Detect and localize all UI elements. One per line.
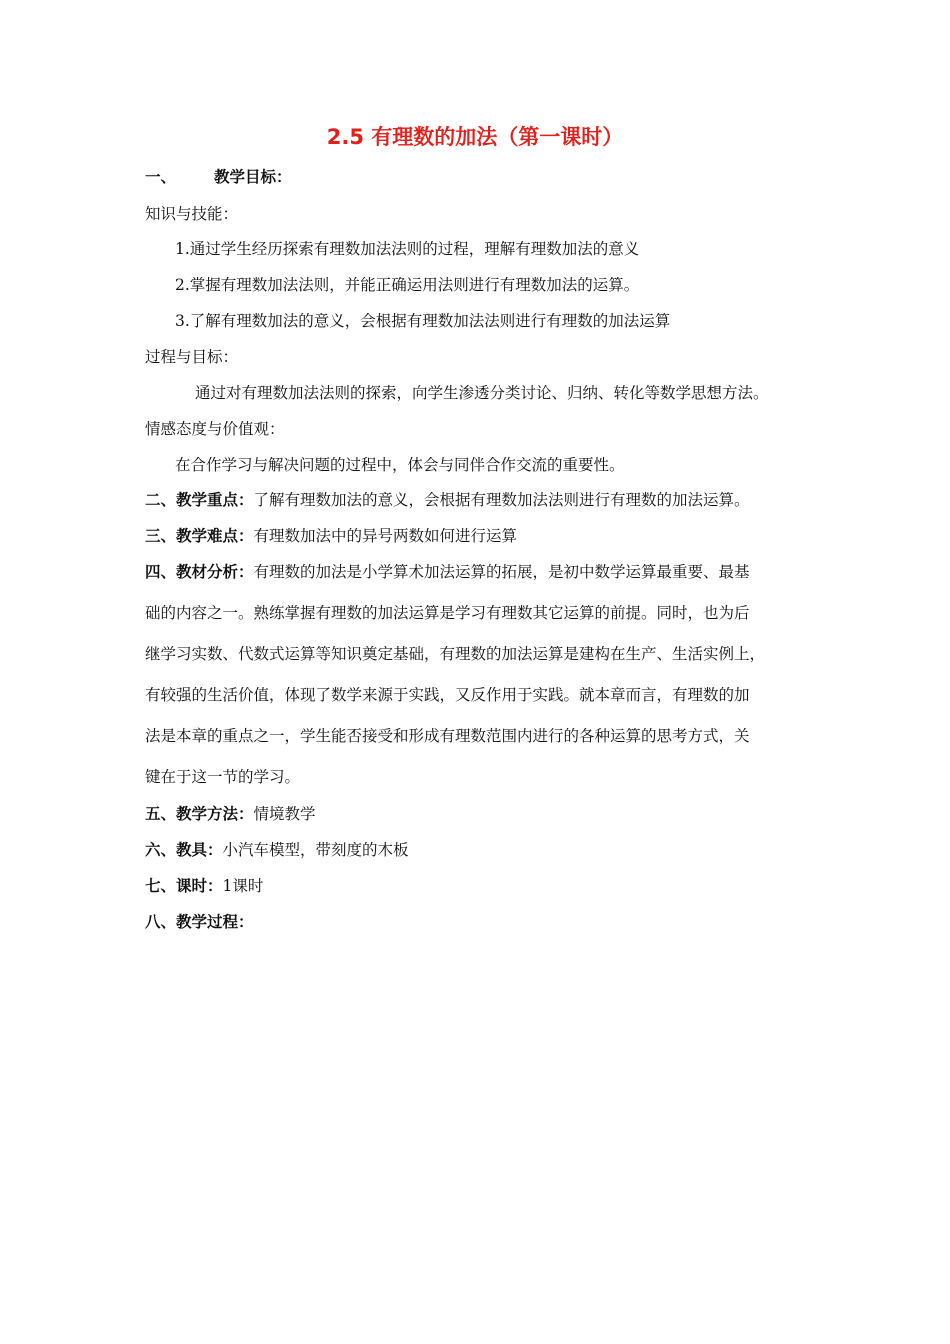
section-5 bbox=[145, 802, 316, 824]
knowledge-item-1: 1.通过学生经历探索有理数加法法则的过程，理解有理数加法的意义 bbox=[175, 240, 640, 258]
section-7 bbox=[145, 874, 263, 896]
section-4-line-6: 键在于这一节的学习。 bbox=[145, 768, 301, 786]
section-2 bbox=[145, 488, 750, 510]
section-4-line-3: 继学习实数、代数式运算等知识奠定基础，有理数的加法运算是建构在生产、生活实例上， bbox=[145, 645, 766, 663]
emotion-label: 情感态度与价值观： bbox=[145, 420, 285, 438]
knowledge-item-2: 2.掌握有理数加法法则，并能正确运用法则进行有理数加法的运算。 bbox=[175, 276, 640, 294]
section-3 bbox=[145, 524, 517, 546]
section-1-heading bbox=[145, 165, 292, 187]
section-7-text: 1课时 bbox=[222, 877, 264, 895]
section-6-text: 小汽车模型，带刻度的木板 bbox=[222, 841, 409, 859]
process-label: 过程与目标： bbox=[145, 348, 239, 366]
section-5-text: 情境教学 bbox=[253, 805, 316, 823]
section-4 bbox=[145, 560, 750, 582]
section-4-line-1: 有理数的加法是小学算术加法运算的拓展，是初中数学运算最重要、最基 bbox=[253, 563, 750, 581]
section-8 bbox=[145, 910, 254, 932]
section-1-number: 一、 bbox=[145, 168, 177, 186]
section-2-heading: 二、教学重点： bbox=[145, 491, 254, 509]
page-title: 2.5 有理数的加法（第一课时） bbox=[326, 125, 624, 149]
section-1-title: 教学目标： bbox=[214, 168, 292, 186]
knowledge-item-3: 3.了解有理数加法的意义，会根据有理数加法法则进行有理数的加法运算 bbox=[175, 312, 671, 330]
section-6 bbox=[145, 838, 409, 860]
section-8-heading: 八、教学过程： bbox=[145, 913, 254, 931]
section-5-heading: 五、教学方法： bbox=[145, 805, 254, 823]
section-2-text: 了解有理数加法的意义，会根据有理数加法法则进行有理数的加法运算。 bbox=[253, 491, 750, 509]
section-4-heading: 四、教材分析： bbox=[145, 563, 254, 581]
section-3-text: 有理数加法中的异号两数如何进行运算 bbox=[253, 527, 518, 545]
section-4-line-4: 有较强的生活价值，体现了数学来源于实践，又反作用于实践。就本章而言，有理数的加 bbox=[145, 686, 750, 704]
process-text: 通过对有理数加法法则的探索，向学生渗透分类讨论、归纳、转化等数学思想方法。 bbox=[195, 384, 769, 402]
section-4-line-2: 础的内容之一。熟练掌握有理数的加法运算是学习有理数其它运算的前提。同时，也为后 bbox=[145, 604, 750, 622]
knowledge-label: 知识与技能： bbox=[145, 205, 239, 223]
section-6-heading: 六、教具： bbox=[145, 841, 223, 859]
section-7-heading: 七、课时： bbox=[145, 877, 223, 895]
section-4-line-5: 法是本章的重点之一，学生能否接受和形成有理数范围内进行的各种运算的思考方式，关 bbox=[145, 727, 750, 745]
emotion-text: 在合作学习与解决问题的过程中，体会与同伴合作交流的重要性。 bbox=[175, 456, 625, 474]
section-3-heading: 三、教学难点： bbox=[145, 527, 254, 545]
